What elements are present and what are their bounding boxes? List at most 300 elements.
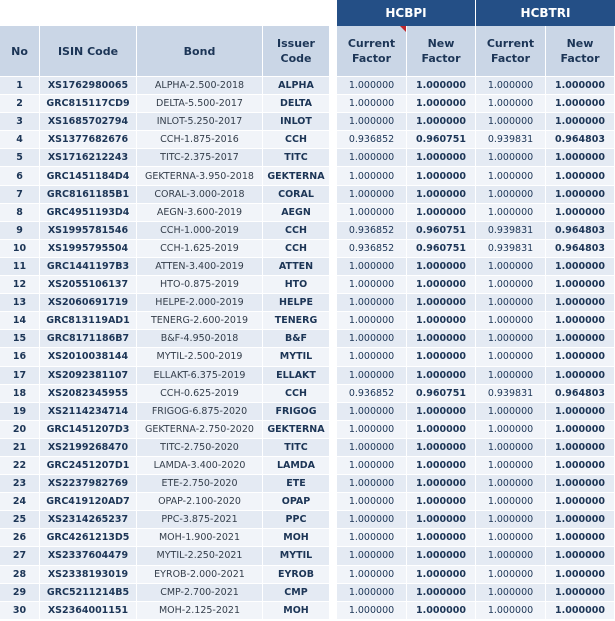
issuer-code: OPAP	[263, 493, 330, 511]
isin-code: GRC8161185B1	[40, 186, 137, 204]
issuer-code: ETE	[263, 475, 330, 493]
issuer-code: GEKTERNA	[263, 167, 330, 185]
column-gap	[330, 367, 337, 385]
hcbtri-current-factor: 1.000000	[476, 457, 546, 475]
column-gap	[330, 26, 337, 77]
bond-name: HELPE-2.000-2019	[137, 294, 263, 312]
isin-code: XS2055106137	[40, 276, 137, 294]
hcbtri-current-factor: 1.000000	[476, 167, 546, 185]
hcbtri-current-factor: 1.000000	[476, 204, 546, 222]
bond-name: MOH-2.125-2021	[137, 602, 263, 620]
hcbpi-new-factor: 1.000000	[407, 457, 476, 475]
hcbtri-current-factor: 1.000000	[476, 566, 546, 584]
hcbtri-new-factor: 1.000000	[546, 457, 615, 475]
table-row	[0, 204, 615, 222]
hcbtri-new-factor: 1.000000	[546, 439, 615, 457]
table-row	[0, 439, 615, 457]
issuer-code: LAMDA	[263, 457, 330, 475]
table-row	[0, 602, 615, 620]
bond-name: HTO-0.875-2019	[137, 276, 263, 294]
hcbtri-current-factor: 1.000000	[476, 493, 546, 511]
col-hcbpi-current: Current Factor	[337, 26, 407, 77]
hcbtri-current-factor: 0.939831	[476, 240, 546, 258]
column-gap	[330, 240, 337, 258]
hcbtri-new-factor: 1.000000	[546, 149, 615, 167]
hcbpi-new-factor: 1.000000	[407, 602, 476, 620]
issuer-code: MYTIL	[263, 348, 330, 366]
row-number: 30	[0, 602, 40, 620]
table-row	[0, 222, 615, 240]
hcbpi-new-factor: 1.000000	[407, 348, 476, 366]
isin-code: XS2092381107	[40, 367, 137, 385]
hcbpi-current-factor: 1.000000	[337, 529, 407, 547]
row-number: 18	[0, 385, 40, 403]
column-gap	[330, 95, 337, 113]
issuer-code: ALPHA	[263, 77, 330, 95]
hcbtri-new-factor: 1.000000	[546, 348, 615, 366]
hcbpi-current-factor: 1.000000	[337, 584, 407, 602]
column-gap	[330, 403, 337, 421]
hcbtri-new-factor: 1.000000	[546, 584, 615, 602]
row-number: 6	[0, 167, 40, 185]
issuer-code: CCH	[263, 385, 330, 403]
isin-code: GRC5211214B5	[40, 584, 137, 602]
isin-code: XS2114234714	[40, 403, 137, 421]
issuer-code: INLOT	[263, 113, 330, 131]
hcbtri-new-factor: 1.000000	[546, 421, 615, 439]
bond-name: CCH-1.875-2016	[137, 131, 263, 149]
column-gap	[330, 186, 337, 204]
hcbpi-new-factor: 1.000000	[407, 294, 476, 312]
issuer-code: ELLAKT	[263, 367, 330, 385]
table-body	[0, 77, 615, 620]
hcbpi-current-factor: 1.000000	[337, 511, 407, 529]
column-gap	[330, 584, 337, 602]
hcbpi-current-factor: 1.000000	[337, 403, 407, 421]
issuer-code: MOH	[263, 529, 330, 547]
column-gap	[330, 475, 337, 493]
bond-name: MOH-1.900-2021	[137, 529, 263, 547]
hcbpi-current-factor: 1.000000	[337, 149, 407, 167]
bond-name: ATTEN-3.400-2019	[137, 258, 263, 276]
isin-code: XS2060691719	[40, 294, 137, 312]
hcbpi-current-factor: 1.000000	[337, 186, 407, 204]
row-number: 19	[0, 403, 40, 421]
bond-name: TITC-2.375-2017	[137, 149, 263, 167]
table-row	[0, 547, 615, 565]
hcbtri-new-factor: 0.964803	[546, 131, 615, 149]
hcbtri-new-factor: 1.000000	[546, 367, 615, 385]
bond-name: EYROB-2.000-2021	[137, 566, 263, 584]
row-number: 12	[0, 276, 40, 294]
hcbpi-new-factor: 1.000000	[407, 566, 476, 584]
col-bond: Bond	[137, 26, 263, 77]
column-gap	[330, 167, 337, 185]
table-row	[0, 403, 615, 421]
issuer-code: MOH	[263, 602, 330, 620]
column-gap	[330, 276, 337, 294]
row-number: 29	[0, 584, 40, 602]
bond-name: LAMDA-3.400-2020	[137, 457, 263, 475]
blank-corner	[0, 0, 337, 26]
hcbpi-new-factor: 1.000000	[407, 113, 476, 131]
hcbpi-new-factor: 1.000000	[407, 149, 476, 167]
column-gap	[330, 511, 337, 529]
isin-code: GRC2451207D1	[40, 457, 137, 475]
column-gap	[330, 131, 337, 149]
hcbtri-current-factor: 1.000000	[476, 602, 546, 620]
row-number: 5	[0, 149, 40, 167]
table-row	[0, 367, 615, 385]
col-no: No	[0, 26, 40, 77]
table-row	[0, 167, 615, 185]
hcbtri-current-factor: 1.000000	[476, 348, 546, 366]
hcbtri-current-factor: 1.000000	[476, 330, 546, 348]
row-number: 15	[0, 330, 40, 348]
bond-name: FRIGOG-6.875-2020	[137, 403, 263, 421]
issuer-code: FRIGOG	[263, 403, 330, 421]
table-row	[0, 95, 615, 113]
hcbpi-new-factor: 1.000000	[407, 367, 476, 385]
bond-name: MYTIL-2.500-2019	[137, 348, 263, 366]
table-row	[0, 258, 615, 276]
row-number: 13	[0, 294, 40, 312]
hcbtri-current-factor: 1.000000	[476, 403, 546, 421]
row-number: 2	[0, 95, 40, 113]
hcbtri-new-factor: 1.000000	[546, 167, 615, 185]
table-row	[0, 276, 615, 294]
hcbpi-new-factor: 1.000000	[407, 547, 476, 565]
table-row	[0, 330, 615, 348]
hcbtri-current-factor: 0.939831	[476, 222, 546, 240]
hcbtri-new-factor: 1.000000	[546, 258, 615, 276]
column-gap	[330, 421, 337, 439]
hcbpi-current-factor: 0.936852	[337, 240, 407, 258]
column-gap	[330, 547, 337, 565]
hcbtri-current-factor: 1.000000	[476, 95, 546, 113]
isin-code: GRC4951193D4	[40, 204, 137, 222]
isin-code: XS2199268470	[40, 439, 137, 457]
row-number: 11	[0, 258, 40, 276]
table-row	[0, 240, 615, 258]
hcbpi-current-factor: 1.000000	[337, 113, 407, 131]
hcbtri-new-factor: 1.000000	[546, 511, 615, 529]
group-hcbpi: HCBPI	[337, 0, 476, 26]
isin-code: XS1716212243	[40, 149, 137, 167]
row-number: 4	[0, 131, 40, 149]
hcbtri-new-factor: 1.000000	[546, 204, 615, 222]
hcbtri-current-factor: 1.000000	[476, 421, 546, 439]
hcbpi-new-factor: 0.960751	[407, 385, 476, 403]
row-number: 23	[0, 475, 40, 493]
issuer-code: B&F	[263, 330, 330, 348]
bond-name: ALPHA-2.500-2018	[137, 77, 263, 95]
hcbtri-current-factor: 1.000000	[476, 529, 546, 547]
hcbpi-new-factor: 1.000000	[407, 95, 476, 113]
isin-code: GRC815117CD9	[40, 95, 137, 113]
issuer-code: AEGN	[263, 204, 330, 222]
hcbtri-new-factor: 1.000000	[546, 529, 615, 547]
bond-name: GEKTERNA-3.950-2018	[137, 167, 263, 185]
hcbtri-current-factor: 1.000000	[476, 584, 546, 602]
hcbpi-new-factor: 1.000000	[407, 529, 476, 547]
issuer-code: MYTIL	[263, 547, 330, 565]
issuer-code: PPC	[263, 511, 330, 529]
column-gap	[330, 330, 337, 348]
row-number: 26	[0, 529, 40, 547]
bond-name: MYTIL-2.250-2021	[137, 547, 263, 565]
column-gap	[330, 204, 337, 222]
hcbpi-new-factor: 1.000000	[407, 312, 476, 330]
hcbpi-new-factor: 0.960751	[407, 240, 476, 258]
hcbtri-new-factor: 1.000000	[546, 330, 615, 348]
hcbpi-current-factor: 1.000000	[337, 493, 407, 511]
row-number: 1	[0, 77, 40, 95]
row-number: 14	[0, 312, 40, 330]
hcbpi-current-factor: 1.000000	[337, 475, 407, 493]
hcbpi-current-factor: 1.000000	[337, 276, 407, 294]
isin-code: XS2314265237	[40, 511, 137, 529]
hcbpi-new-factor: 1.000000	[407, 330, 476, 348]
issuer-code: CCH	[263, 240, 330, 258]
isin-code: XS1377682676	[40, 131, 137, 149]
hcbtri-new-factor: 0.964803	[546, 385, 615, 403]
isin-code: XS1995795504	[40, 240, 137, 258]
bond-name: B&F-4.950-2018	[137, 330, 263, 348]
column-gap	[330, 529, 337, 547]
table-row	[0, 584, 615, 602]
row-number: 27	[0, 547, 40, 565]
hcbpi-current-factor: 1.000000	[337, 312, 407, 330]
issuer-code: EYROB	[263, 566, 330, 584]
issuer-code: ATTEN	[263, 258, 330, 276]
hcbpi-new-factor: 1.000000	[407, 475, 476, 493]
table-row	[0, 385, 615, 403]
column-gap	[330, 258, 337, 276]
bond-name: CORAL-3.000-2018	[137, 186, 263, 204]
table-row	[0, 457, 615, 475]
hcbtri-new-factor: 0.964803	[546, 222, 615, 240]
bond-name: GEKTERNA-2.750-2020	[137, 421, 263, 439]
hcbtri-current-factor: 1.000000	[476, 276, 546, 294]
hcbpi-new-factor: 1.000000	[407, 584, 476, 602]
hcbpi-new-factor: 1.000000	[407, 204, 476, 222]
hcbtri-new-factor: 1.000000	[546, 276, 615, 294]
hcbpi-current-factor: 1.000000	[337, 330, 407, 348]
table-row	[0, 131, 615, 149]
table-row	[0, 511, 615, 529]
table-row	[0, 186, 615, 204]
hcbpi-current-factor: 0.936852	[337, 131, 407, 149]
isin-code: GRC419120AD7	[40, 493, 137, 511]
row-number: 28	[0, 566, 40, 584]
issuer-code: CMP	[263, 584, 330, 602]
hcbpi-new-factor: 1.000000	[407, 258, 476, 276]
column-gap	[330, 439, 337, 457]
column-gap	[330, 77, 337, 95]
isin-code: XS2338193019	[40, 566, 137, 584]
hcbpi-new-factor: 1.000000	[407, 186, 476, 204]
hcbpi-current-factor: 1.000000	[337, 439, 407, 457]
hcbpi-current-factor: 1.000000	[337, 204, 407, 222]
hcbtri-current-factor: 1.000000	[476, 547, 546, 565]
bond-name: TENERG-2.600-2019	[137, 312, 263, 330]
column-gap	[330, 222, 337, 240]
hcbtri-current-factor: 0.939831	[476, 131, 546, 149]
bond-name: ELLAKT-6.375-2019	[137, 367, 263, 385]
isin-code: XS2010038144	[40, 348, 137, 366]
issuer-code: HELPE	[263, 294, 330, 312]
table-row	[0, 348, 615, 366]
isin-code: GRC1451184D4	[40, 167, 137, 185]
hcbpi-current-factor: 1.000000	[337, 602, 407, 620]
hcbtri-new-factor: 1.000000	[546, 547, 615, 565]
isin-code: XS1995781546	[40, 222, 137, 240]
group-hcbtri: HCBTRI	[476, 0, 615, 26]
hcbtri-current-factor: 1.000000	[476, 294, 546, 312]
bond-name: DELTA-5.500-2017	[137, 95, 263, 113]
hcbpi-current-factor: 0.936852	[337, 222, 407, 240]
group-header-row	[0, 0, 615, 26]
table-row	[0, 77, 615, 95]
column-gap	[330, 113, 337, 131]
hcbtri-current-factor: 1.000000	[476, 113, 546, 131]
row-number: 16	[0, 348, 40, 366]
hcbtri-current-factor: 1.000000	[476, 367, 546, 385]
row-number: 24	[0, 493, 40, 511]
col-hcbtri-new: New Factor	[546, 26, 615, 77]
issuer-code: CCH	[263, 131, 330, 149]
column-gap	[330, 294, 337, 312]
hcbpi-current-factor: 1.000000	[337, 367, 407, 385]
hcbpi-current-factor: 1.000000	[337, 421, 407, 439]
hcbtri-new-factor: 1.000000	[546, 403, 615, 421]
isin-code: XS2364001151	[40, 602, 137, 620]
hcbpi-new-factor: 1.000000	[407, 403, 476, 421]
isin-code: XS2082345955	[40, 385, 137, 403]
hcbpi-current-factor: 1.000000	[337, 95, 407, 113]
row-number: 8	[0, 204, 40, 222]
column-gap	[330, 312, 337, 330]
bond-name: PPC-3.875-2021	[137, 511, 263, 529]
col-hcbtri-current: Current Factor	[476, 26, 546, 77]
bond-name: OPAP-2.100-2020	[137, 493, 263, 511]
hcbpi-new-factor: 0.960751	[407, 131, 476, 149]
isin-code: GRC1451207D3	[40, 421, 137, 439]
hcbtri-current-factor: 1.000000	[476, 511, 546, 529]
isin-code: XS2237982769	[40, 475, 137, 493]
hcbtri-current-factor: 1.000000	[476, 312, 546, 330]
isin-code: GRC1441197B3	[40, 258, 137, 276]
row-number: 25	[0, 511, 40, 529]
hcbtri-new-factor: 1.000000	[546, 566, 615, 584]
table-row	[0, 475, 615, 493]
column-gap	[330, 493, 337, 511]
table-row	[0, 566, 615, 584]
hcbpi-current-factor: 1.000000	[337, 294, 407, 312]
hcbpi-current-factor: 1.000000	[337, 77, 407, 95]
col-issuer: Issuer Code	[263, 26, 330, 77]
hcbtri-current-factor: 1.000000	[476, 439, 546, 457]
hcbtri-current-factor: 1.000000	[476, 77, 546, 95]
issuer-code: GEKTERNA	[263, 421, 330, 439]
column-gap	[330, 602, 337, 620]
table-row	[0, 294, 615, 312]
hcbpi-current-factor: 1.000000	[337, 167, 407, 185]
table-row	[0, 421, 615, 439]
hcbtri-new-factor: 1.000000	[546, 602, 615, 620]
hcbpi-current-factor: 1.000000	[337, 566, 407, 584]
isin-code: XS1685702794	[40, 113, 137, 131]
issuer-code: CORAL	[263, 186, 330, 204]
hcbpi-new-factor: 0.960751	[407, 222, 476, 240]
table-row	[0, 149, 615, 167]
row-number: 10	[0, 240, 40, 258]
hcbpi-current-factor: 1.000000	[337, 547, 407, 565]
table-row	[0, 312, 615, 330]
hcbtri-new-factor: 1.000000	[546, 475, 615, 493]
hcbpi-new-factor: 1.000000	[407, 493, 476, 511]
row-number: 21	[0, 439, 40, 457]
hcbpi-new-factor: 1.000000	[407, 167, 476, 185]
column-gap	[330, 566, 337, 584]
hcbtri-current-factor: 1.000000	[476, 258, 546, 276]
issuer-code: TITC	[263, 149, 330, 167]
hcbtri-current-factor: 1.000000	[476, 475, 546, 493]
hcbpi-new-factor: 1.000000	[407, 77, 476, 95]
hcbpi-new-factor: 1.000000	[407, 511, 476, 529]
issuer-code: HTO	[263, 276, 330, 294]
hcbtri-new-factor: 1.000000	[546, 294, 615, 312]
hcbpi-current-factor: 0.936852	[337, 385, 407, 403]
issuer-code: DELTA	[263, 95, 330, 113]
row-number: 9	[0, 222, 40, 240]
column-gap	[330, 348, 337, 366]
bond-name: AEGN-3.600-2019	[137, 204, 263, 222]
hcbpi-current-factor: 1.000000	[337, 457, 407, 475]
row-number: 3	[0, 113, 40, 131]
isin-code: XS1762980065	[40, 77, 137, 95]
hcbpi-current-factor: 1.000000	[337, 348, 407, 366]
hcbtri-new-factor: 1.000000	[546, 77, 615, 95]
column-gap	[330, 457, 337, 475]
bond-name: TITC-2.750-2020	[137, 439, 263, 457]
row-number: 22	[0, 457, 40, 475]
hcbpi-new-factor: 1.000000	[407, 439, 476, 457]
isin-code: GRC813119AD1	[40, 312, 137, 330]
issuer-code: CCH	[263, 222, 330, 240]
isin-code: GRC4261213D5	[40, 529, 137, 547]
row-number: 7	[0, 186, 40, 204]
bond-name: CCH-1.000-2019	[137, 222, 263, 240]
issuer-code: TENERG	[263, 312, 330, 330]
table-row	[0, 529, 615, 547]
column-gap	[330, 149, 337, 167]
hcbtri-current-factor: 1.000000	[476, 149, 546, 167]
isin-code: GRC8171186B7	[40, 330, 137, 348]
column-gap	[330, 385, 337, 403]
table-row	[0, 113, 615, 131]
bond-name: INLOT-5.250-2017	[137, 113, 263, 131]
hcbpi-new-factor: 1.000000	[407, 421, 476, 439]
issuer-code: TITC	[263, 439, 330, 457]
table-row	[0, 493, 615, 511]
hcbtri-new-factor: 1.000000	[546, 95, 615, 113]
row-number: 20	[0, 421, 40, 439]
bond-name: CCH-0.625-2019	[137, 385, 263, 403]
hcbtri-current-factor: 1.000000	[476, 186, 546, 204]
hcbtri-current-factor: 0.939831	[476, 385, 546, 403]
